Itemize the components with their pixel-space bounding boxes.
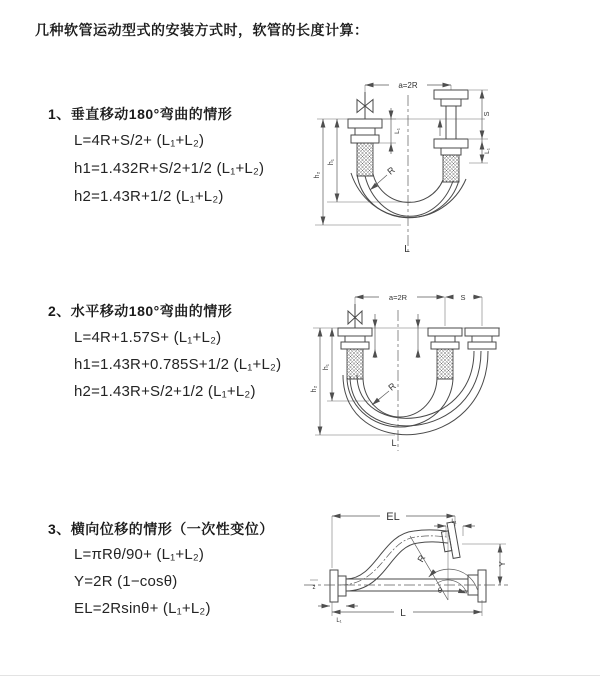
d3-displaced-hose (340, 530, 448, 591)
d2-label-s: S (460, 293, 466, 302)
d3-dim-l (332, 608, 482, 619)
page-title: 几种软管运动型式的安装方式时，软管的长度计算： (35, 22, 369, 38)
d3-radius-line (410, 536, 448, 600)
section-2-formula-h2: h2=1.43R+S/2+1/2 (L₁+L₂) (74, 383, 256, 400)
d2-dim-fitting-left (373, 314, 378, 358)
braided-hose-section (443, 155, 459, 182)
diagram-horizontal-180-bend (305, 283, 597, 465)
d3-label-l: L (400, 608, 406, 619)
section-3-formula-L: L=πRθ/90+ (L₁+L₂) (74, 546, 205, 563)
diagram-vertical-180-bend (303, 62, 588, 260)
d3-label-r: R (415, 553, 428, 564)
braided-hose-section (357, 143, 373, 176)
d2-label-h1: h₁ (323, 363, 330, 371)
d2-hose-bend-displaced (343, 351, 488, 435)
d1-label-l: L (404, 244, 410, 255)
d1-label-r: R (385, 164, 397, 177)
d1-dim-l1-left (389, 108, 401, 154)
d3-label-l1-top: L₁ (451, 519, 457, 525)
d2-label-r: R (386, 380, 398, 393)
d3-dim-el (332, 511, 455, 523)
section-2-formula-h1: h1=1.43R+0.785S+1/2 (L₁+L₂) (74, 356, 282, 373)
valve-icon (357, 92, 373, 119)
d2-label-a2r: a=2R (388, 293, 408, 302)
braided-hose-section (437, 349, 453, 379)
d2-label-h2: h₂ (311, 385, 318, 393)
section-1-formula-h2: h2=1.43R+1/2 (L₁+L₂) (74, 188, 224, 205)
d3-label-el: EL (386, 511, 400, 523)
d3-dim-l1-bottom (318, 604, 358, 624)
section-3-formula-EL: EL=2Rsinθ+ (L₁+L₂) (74, 600, 211, 617)
section-3-formula-Y: Y=2R (1−cosθ) (74, 573, 178, 590)
d2-dim-h2 (311, 328, 322, 435)
d2-radius-callout (370, 380, 398, 406)
d3-label-theta: θ (437, 586, 443, 595)
section-3-heading: 3、横向位移的情形（一次性变位） (48, 521, 274, 537)
d1-extension-lines (315, 85, 488, 225)
d1-label-h1: h₁ (328, 158, 335, 166)
d2-label-l: L (391, 438, 397, 448)
d3-label-y: Y (498, 561, 507, 567)
d1-dim-h2 (314, 119, 325, 225)
braided-hose-section (347, 349, 363, 379)
section-1-formula-h1: h1=1.432R+S/2+1/2 (L₁+L₂) (74, 160, 265, 177)
d1-label-l1-left: L₁ (394, 128, 401, 134)
d2-middle-flange (428, 328, 462, 379)
d3-dim-y (498, 544, 507, 585)
d2-dim-h1 (323, 328, 334, 401)
d3-label-mark: z (312, 585, 316, 591)
valve-icon (348, 304, 362, 328)
d1-label-h2: h₂ (314, 171, 321, 179)
d3-extension-lines (332, 516, 506, 616)
d1-dim-s (480, 90, 491, 139)
d1-label-l1-right: L₁ (484, 148, 491, 154)
d3-label-l1-bottom: L₁ (336, 618, 342, 624)
d2-dim-a2r (355, 293, 445, 302)
d1-dim-l1-right (480, 139, 491, 163)
d1-right-pipe (434, 90, 468, 182)
section-2-formula-L: L=4R+1.57S+ (L₁+L₂) (74, 329, 222, 346)
d2-extension-lines (313, 297, 500, 435)
d1-dim-h1 (328, 119, 339, 202)
d2-right-flange (465, 328, 499, 349)
d1-label-s: S (482, 111, 491, 117)
section-1-heading: 1、垂直移动180°弯曲的情形 (48, 106, 233, 122)
d1-left-flange (348, 119, 382, 176)
d1-label-a2r: a=2R (398, 81, 418, 90)
section-1-formula-L: L=4R+S/2+ (L₁+L₂) (74, 132, 205, 149)
d3-break-mark (310, 580, 318, 591)
d2-dim-fitting-middle (416, 314, 421, 358)
diagram-lateral-displacement (296, 500, 596, 640)
d3-left-flange (330, 570, 346, 602)
d3-angle-theta (427, 569, 477, 595)
d2-dim-s (445, 293, 482, 302)
d3-upper-flange (440, 522, 460, 560)
d2-left-flange (338, 328, 372, 379)
d1-dim-a2r (365, 81, 451, 90)
section-2-heading: 2、水平移动180°弯曲的情形 (48, 303, 233, 319)
